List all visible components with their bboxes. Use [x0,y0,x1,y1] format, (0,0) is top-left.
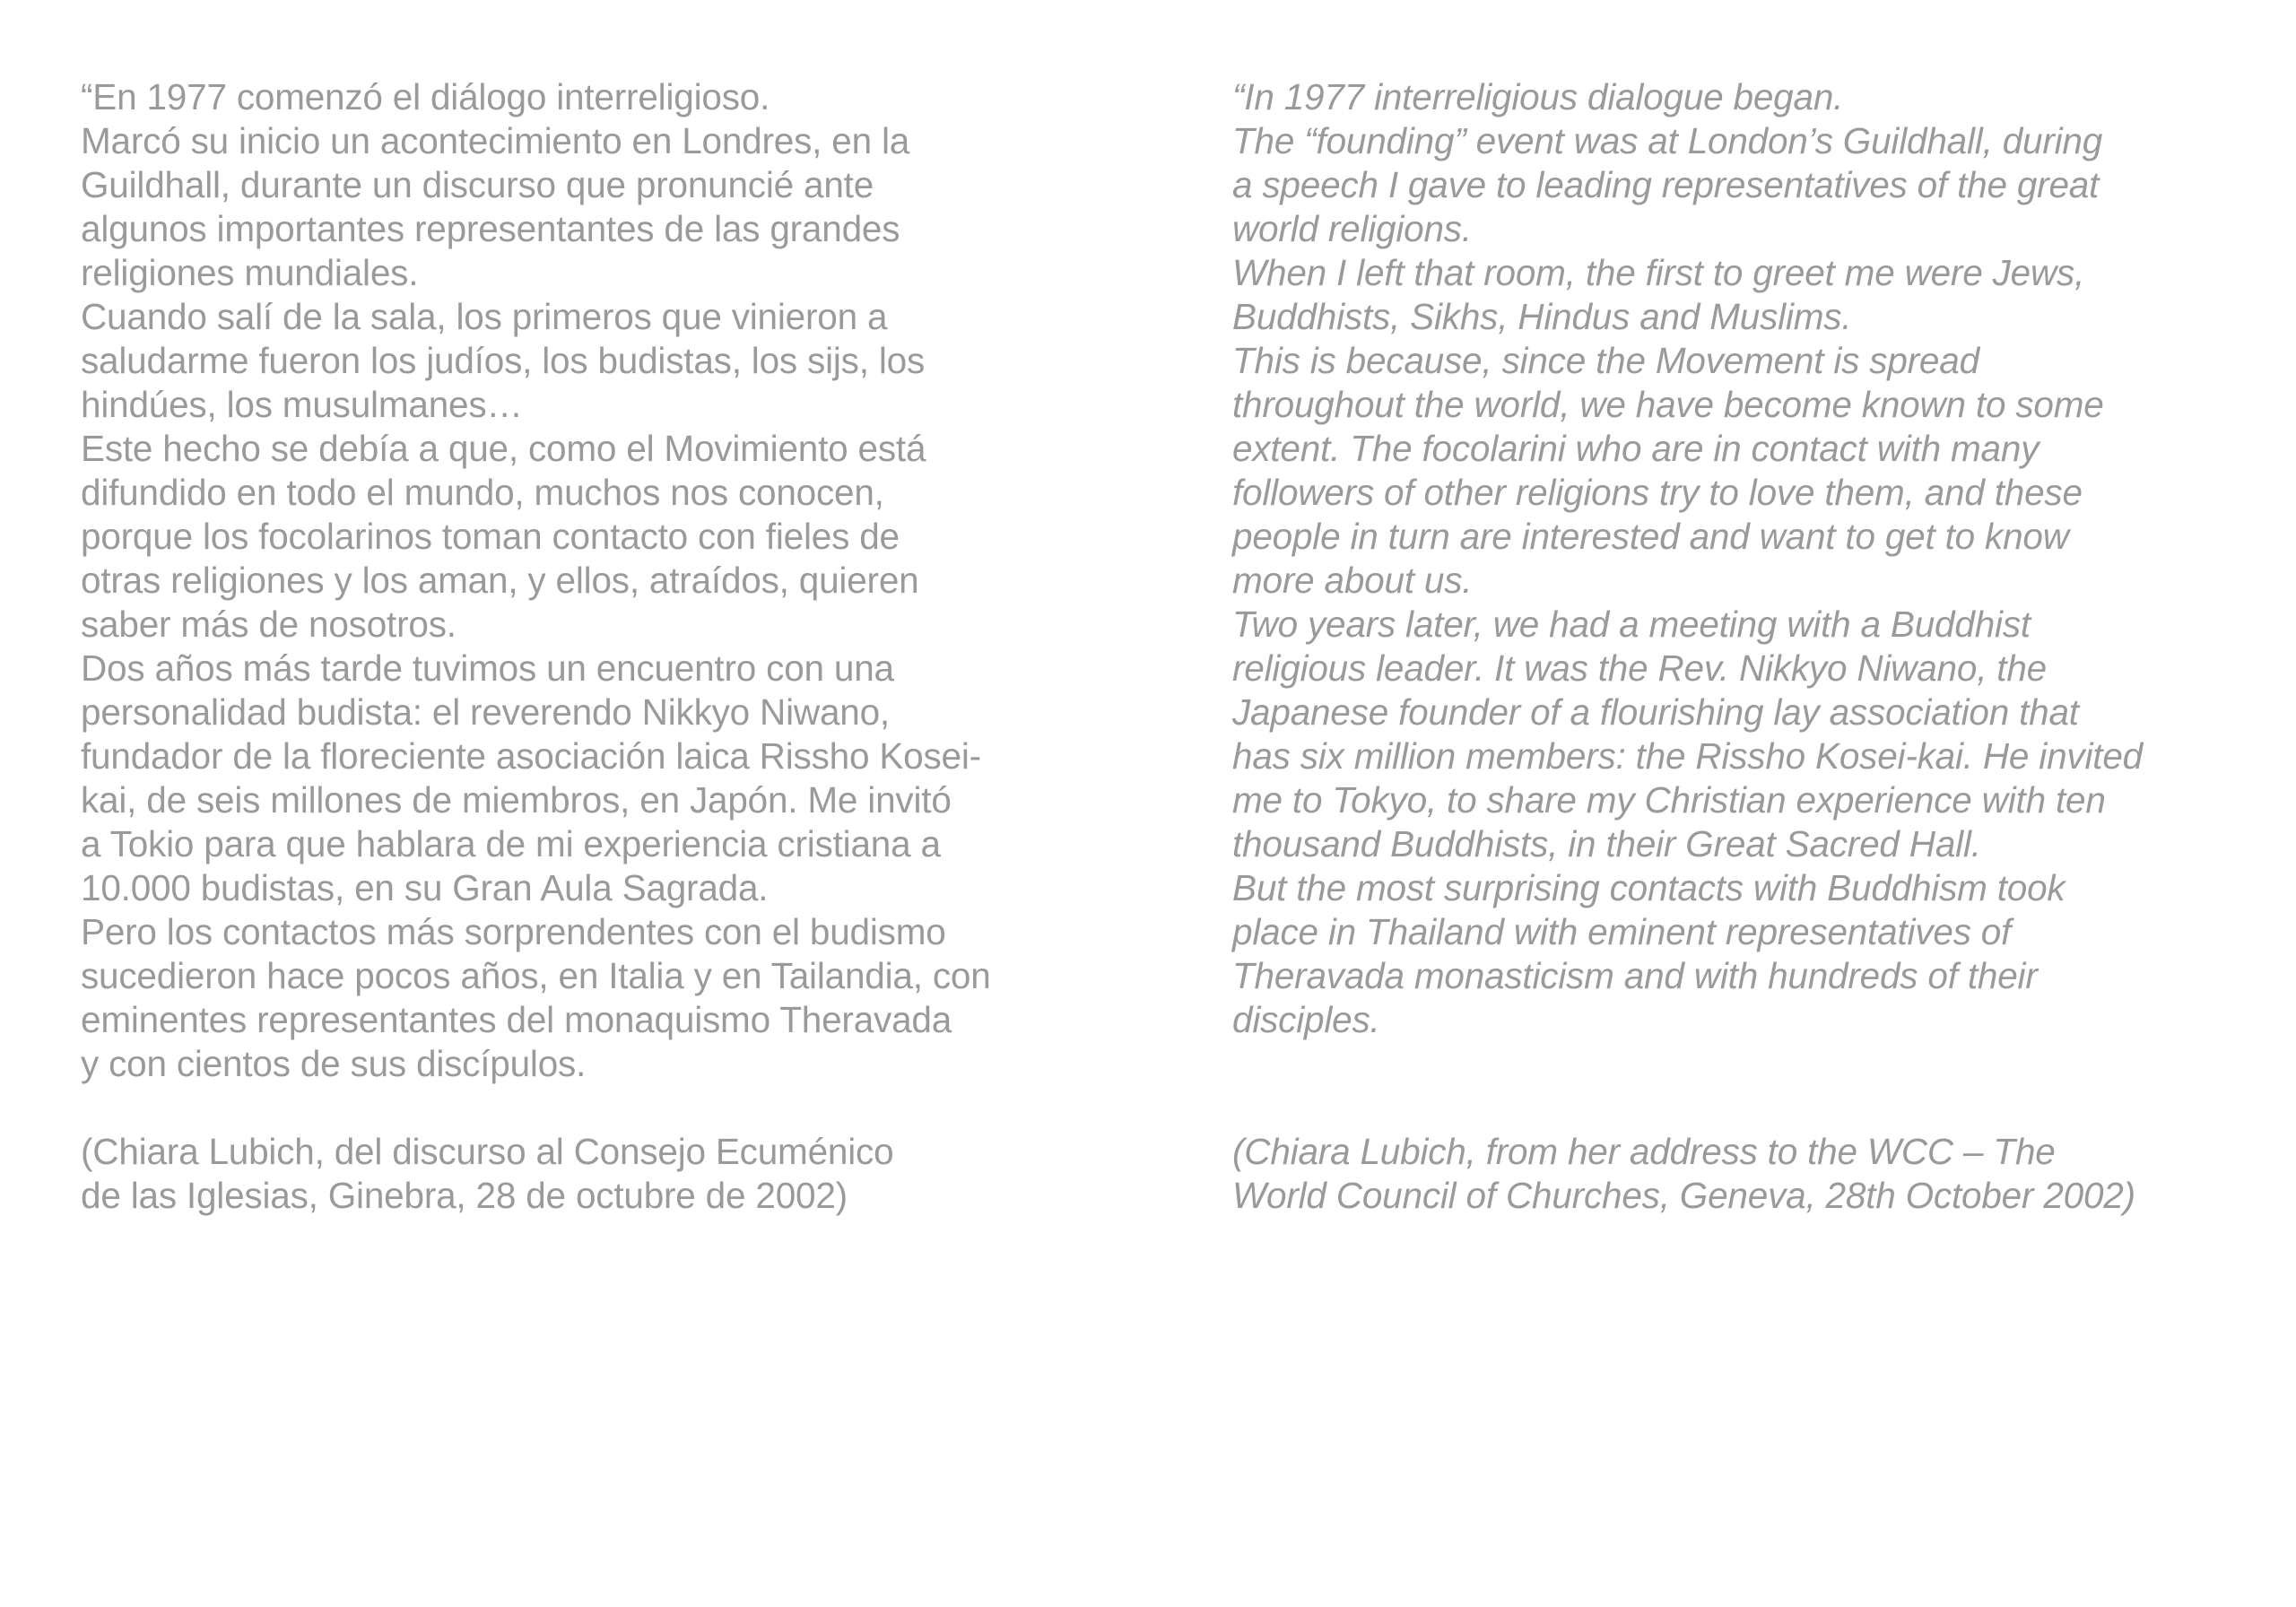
english-line: When I left that room, the first to greet me were Jews, [1232,252,2085,293]
english-citation [1232,1130,2246,1218]
english-line: a speech I gave to leading representatives of the great [1232,164,2100,205]
spanish-line: porque los focolarinos toman contacto con fieles de [81,516,900,557]
spanish-line: fundador de la floreciente asociación laica Rissho Kosei- [81,735,981,777]
spanish-line: difundido en todo el mundo, muchos nos conocen, [81,472,884,513]
spanish-line: y con cientos de sus discípulos. [81,1043,587,1084]
spanish-line: kai, de seis millones de miembros, en Japón. Me invitó [81,779,952,821]
english-line: world religions. [1232,208,1472,249]
english-line: But the most surprising contacts with Buddhism took [1232,867,2066,908]
spanish-line: Este hecho se debía a que, como el Movimiento está [81,428,926,469]
english-line: Theravada monasticism and with hundreds of their [1232,955,2038,996]
english-line: Buddhists, Sikhs, Hindus and Muslims. [1232,296,1852,337]
spanish-line: saludarme fueron los judíos, los budistas, los sijs, los [81,340,926,381]
spanish-line: “En 1977 comenzó el diálogo interreligioso. [81,76,770,117]
spanish-line: eminentes representantes del monaquismo Theravada [81,999,952,1040]
english-line: thousand Buddhists, in their Great Sacred Hall. [1232,823,1981,864]
spanish-line: Guildhall, durante un discurso que pronuncié ante [81,164,874,205]
paragraph-spacer [81,1086,1139,1130]
spanish-text-column [81,75,1139,1218]
spanish-line: Pero los contactos más sorprendentes con el budismo [81,911,946,952]
english-line: me to Tokyo, to share my Christian experience with ten [1232,779,2106,821]
spanish-line: algunos importantes representantes de las grandes [81,208,900,249]
spanish-citation-line: de las Iglesias, Ginebra, 28 de octubre de 2002) [81,1175,848,1216]
spanish-line: Dos años más tarde tuvimos un encuentro con una [81,647,894,689]
spanish-line: religiones mundiales. [81,252,419,293]
spanish-line: 10.000 budistas, en su Gran Aula Sagrada. [81,867,769,908]
english-line: Two years later, we had a meeting with a Buddhist [1232,604,2031,645]
spanish-line: hindúes, los musulmanes… [81,384,523,425]
english-line: extent. The focolarini who are in contact with many [1232,428,2039,469]
english-citation-line: World Council of Churches, Geneva, 28th October 2002) [1232,1175,2135,1216]
english-line: This is because, since the Movement is spread [1232,340,1979,381]
english-line: The “founding” event was at London’s Guildhall, during [1232,120,2103,161]
english-line: throughout the world, we have become known to some [1232,384,2104,425]
spanish-line: Cuando salí de la sala, los primeros que vinieron a [81,296,888,337]
english-line: disciples. [1232,999,1380,1040]
english-line: people in turn are interested and want to get to know [1232,516,2069,557]
spanish-line: otras religiones y los aman, y ellos, atraídos, quieren [81,560,919,601]
spanish-line: personalidad budista: el reverendo Nikkyo Niwano, [81,691,890,733]
english-quote [1232,75,2246,1042]
spanish-line: a Tokio para que hablara de mi experiencia cristiana a [81,823,941,864]
english-line: followers of other religions try to love them, and these [1232,472,2083,513]
spanish-line: sucedieron hace pocos años, en Italia y en Tailandia, con [81,955,991,996]
spanish-line: Marcó su inicio un acontecimiento en Londres, en la [81,120,910,161]
english-line: has six million members: the Rissho Kosei-kai. He invited [1232,735,2143,777]
english-line: “In 1977 interreligious dialogue began. [1232,76,1844,117]
english-line: more about us. [1232,560,1473,601]
english-citation-line: (Chiara Lubich, from her address to the WCC – The [1232,1131,2056,1172]
english-line: place in Thailand with eminent representatives of [1232,911,2012,952]
paragraph-spacer [1232,1086,2246,1130]
english-line: religious leader. It was the Rev. Nikkyo Niwano, the [1232,647,2048,689]
spanish-citation-line: (Chiara Lubich, del discurso al Consejo Ecuménico [81,1131,894,1172]
spanish-citation [81,1130,1139,1218]
paragraph-spacer [1232,1042,2246,1086]
spanish-line: saber más de nosotros. [81,604,457,645]
spanish-quote [81,75,1139,1086]
english-text-column [1232,75,2246,1218]
english-line: Japanese founder of a flourishing lay association that [1232,691,2079,733]
